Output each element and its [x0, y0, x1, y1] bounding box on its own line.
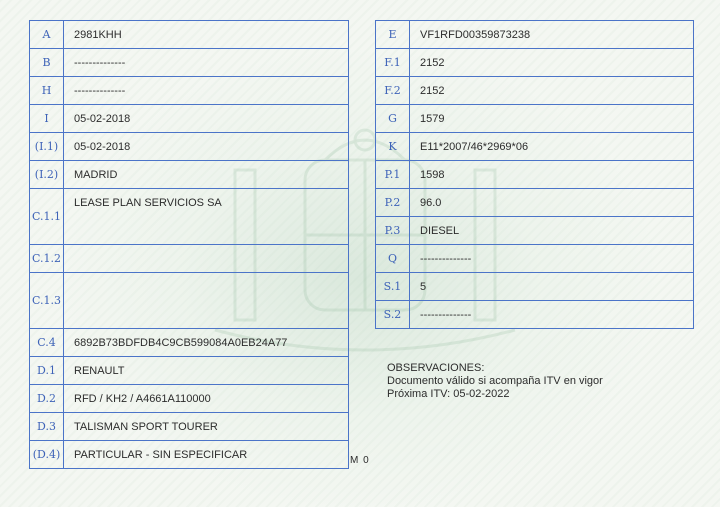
- field-row-c13: [30, 273, 349, 329]
- field-code: E: [376, 21, 410, 49]
- field-value: --------------: [64, 77, 349, 105]
- field-value: E11*2007/46*2969*06: [410, 133, 694, 161]
- observations-title: OBSERVACIONES:: [387, 362, 485, 374]
- field-value: LEASE PLAN SERVICIOS SA: [64, 189, 349, 245]
- field-row-e: [376, 21, 694, 49]
- field-value: 05-02-2018: [64, 105, 349, 133]
- field-code: S.2: [376, 301, 410, 329]
- field-value: --------------: [64, 49, 349, 77]
- field-row-b: [30, 49, 349, 77]
- field-row-q: [376, 245, 694, 273]
- observations-line: Próxima ITV: 05-02-2022: [387, 388, 510, 400]
- field-value: DIESEL: [410, 217, 694, 245]
- field-value: TALISMAN SPORT TOURER: [64, 413, 349, 441]
- field-code: D.2: [30, 385, 64, 413]
- field-value: --------------: [410, 301, 694, 329]
- field-code: C.1.3: [30, 273, 64, 329]
- field-row-c11: [30, 189, 349, 245]
- field-code: P.3: [376, 217, 410, 245]
- field-row-f2: [376, 77, 694, 105]
- field-code: (D.4): [30, 441, 64, 469]
- observations-block: [387, 362, 603, 401]
- field-code: D.3: [30, 413, 64, 441]
- field-row-p3: [376, 217, 694, 245]
- field-row-i1: [30, 133, 349, 161]
- field-row-d1: [30, 357, 349, 385]
- field-code: C.1.2: [30, 245, 64, 273]
- field-code: F.1: [376, 49, 410, 77]
- field-code: C.4: [30, 329, 64, 357]
- field-row-c4: [30, 329, 349, 357]
- field-row-p2: [376, 189, 694, 217]
- field-value: MADRID: [64, 161, 349, 189]
- field-code: K: [376, 133, 410, 161]
- field-row-c12: [30, 245, 349, 273]
- field-code: (I.1): [30, 133, 64, 161]
- field-value: 5: [410, 273, 694, 301]
- field-row-d4: [30, 441, 349, 469]
- field-code: D.1: [30, 357, 64, 385]
- field-value: 2981KHH: [64, 21, 349, 49]
- field-code: B: [30, 49, 64, 77]
- field-code: F.2: [376, 77, 410, 105]
- document-mark: M 0: [350, 455, 370, 466]
- field-value: 1598: [410, 161, 694, 189]
- field-row-k: [376, 133, 694, 161]
- field-row-h: [30, 77, 349, 105]
- field-value: 2152: [410, 77, 694, 105]
- field-code: G: [376, 105, 410, 133]
- field-value: PARTICULAR - SIN ESPECIFICAR: [64, 441, 349, 469]
- field-row-g: [376, 105, 694, 133]
- field-value: RFD / KH2 / A4661A110000: [64, 385, 349, 413]
- observations-line: Documento válido si acompaña ITV en vigor: [387, 375, 603, 387]
- field-code: A: [30, 21, 64, 49]
- field-value: RENAULT: [64, 357, 349, 385]
- field-code: I: [30, 105, 64, 133]
- field-row-i2: [30, 161, 349, 189]
- field-code: Q: [376, 245, 410, 273]
- field-row-i: [30, 105, 349, 133]
- field-value: 05-02-2018: [64, 133, 349, 161]
- field-value: 6892B73BDFDB4C9CB599084A0EB24A77: [64, 329, 349, 357]
- left-fields-table: [29, 20, 349, 469]
- right-fields-table: [375, 20, 694, 329]
- field-code: H: [30, 77, 64, 105]
- field-code: P.1: [376, 161, 410, 189]
- field-row-s2: [376, 301, 694, 329]
- field-code: P.2: [376, 189, 410, 217]
- field-row-p1: [376, 161, 694, 189]
- field-code: S.1: [376, 273, 410, 301]
- field-row-d3: [30, 413, 349, 441]
- field-value: [64, 245, 349, 273]
- field-value: VF1RFD00359873238: [410, 21, 694, 49]
- field-row-a: [30, 21, 349, 49]
- field-code: C.1.1: [30, 189, 64, 245]
- field-value: 2152: [410, 49, 694, 77]
- field-value: --------------: [410, 245, 694, 273]
- field-row-s1: [376, 273, 694, 301]
- field-row-f1: [376, 49, 694, 77]
- field-row-d2: [30, 385, 349, 413]
- field-code: (I.2): [30, 161, 64, 189]
- field-value: 1579: [410, 105, 694, 133]
- field-value: 96.0: [410, 189, 694, 217]
- field-value: [64, 273, 349, 329]
